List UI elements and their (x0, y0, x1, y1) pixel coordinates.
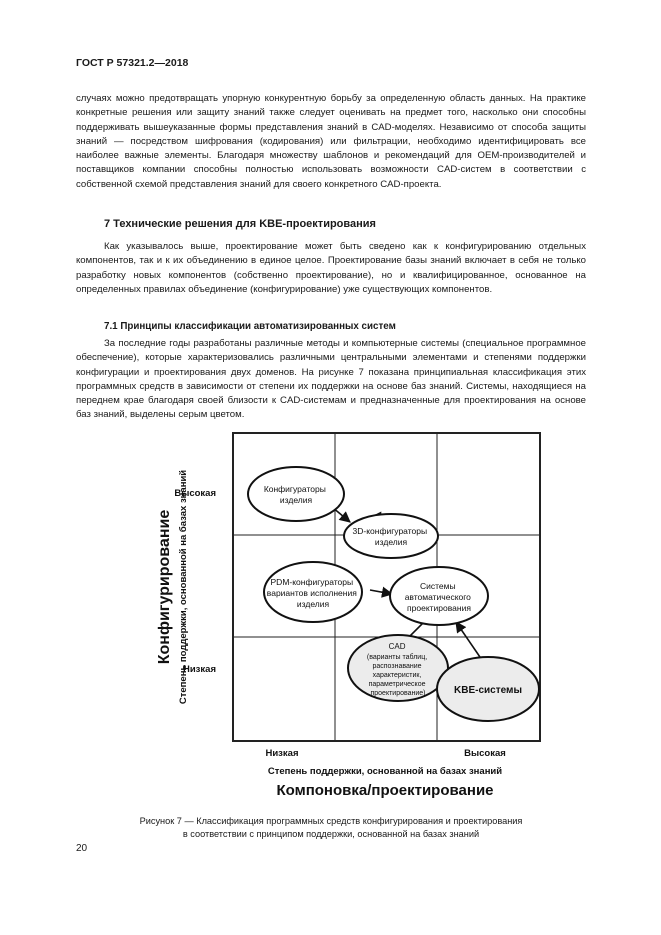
node-label: Конфигураторы (263, 484, 326, 494)
node-label: вариантов исполнения (266, 588, 357, 598)
node-label: изделия (279, 495, 313, 505)
node-label: автоматического (404, 592, 471, 602)
node-label: характеристик, (372, 672, 422, 679)
paragraph-3: За последние годы разработаны различные методы и компьютерные системы (специальное программное обеспечение), которые характеризовались различными центральными элементами и степенями поддержки конфигурации и проектирования двух доменов. На рисунке 7 показана принципиальная классификация этих программных средств в зависимости от степени их поддержки на основе баз знаний. Системы, находящиеся на переднем крае благодаря своей близости к CAD-системам и предназначенные для проектирования на основе баз знаний, выделены серым цветом. (76, 338, 586, 421)
node-label: PDM-конфигураторы (270, 577, 354, 587)
node-label: CAD (388, 642, 406, 651)
page-number: 20 (76, 843, 88, 854)
node-label: изделия (296, 599, 330, 609)
node-label: Системы (420, 581, 456, 591)
section-heading-7: 7 Технические решения для KBE-проектирования (104, 218, 376, 230)
figure-caption-line-2: в соответствии с принципом поддержки, основанной на базах знаний (182, 828, 480, 839)
node-label: 3D-конфигураторы (352, 526, 428, 536)
section-heading-7-1: 7.1 Принципы классификации автоматизированных систем (104, 321, 396, 332)
x-axis-title: Компоновка/проектирование (276, 782, 494, 799)
paragraph-2: Как указывалось выше, проектирование может быть сведено как к конфигурированию отдельных компонентов, так и к их объединению в единое целое. Проектирование базы знаний включает в себя не только разработку новых компонентов (собственно проектирование), но и квалифицированное, основанное на определенных правилах объединение (конфигурирование) уже существующих компонентов. (76, 241, 586, 295)
x-axis-high-label: Высокая (464, 748, 506, 759)
node-label: проектирования (407, 603, 471, 613)
y-axis-subtitle: Степень поддержки, основанной на базах знаний (178, 469, 189, 705)
node-label: проектирование) (370, 690, 426, 697)
node-kbe-systems (437, 657, 539, 721)
x-axis-subtitle: Степень поддержки, основанной на базах знаний (267, 766, 503, 777)
node-label: распознавание (372, 663, 422, 670)
node-label: KBE-системы (454, 685, 522, 696)
svg-text:KBE-системы (454, 685, 522, 696)
y-axis-title: Конфигурирование (156, 509, 173, 665)
node-label: изделия (374, 537, 408, 547)
node-automated-design-systems (390, 567, 488, 625)
x-axis-low-label: Низкая (265, 748, 299, 759)
figure-caption-line-1: Рисунок 7 — Классификация программных средств конфигурирования и проектирования (139, 816, 523, 826)
node-cad (348, 635, 448, 701)
node-3d-configurators (344, 514, 438, 558)
y-axis-high-label: Высокая (174, 488, 216, 499)
y-axis-low-label: Низкая (182, 664, 216, 675)
node-pdm-configurators (264, 562, 362, 622)
standard-header: ГОСТ Р 57321.2—2018 (76, 57, 189, 69)
node-label: (варианты таблиц, (366, 654, 428, 661)
node-label: параметрическое (368, 681, 426, 688)
node-product-configurators (248, 467, 344, 521)
figure-caption (76, 815, 586, 840)
paragraph-1: случаях можно предотвращать упорную конкурентную борьбу за определенную область данных. На практике конкретные решения или защиту знаний также следует оценивать на предмет того, насколько они способны поддерживать вышеуказанные формы представления знаний в CAD-моделях. Независимо от способа защиты знаний — посредством шифрования (кодирования) или фильтрации, необходимо идентифицировать все наиболее важные элементы. Благодаря множеству шаблонов и рекомендаций для OEM-производителей и поставщиков компании способны полностью использовать возможности CAD-систем в соответствии с собственной схемой представления знаний для своего конкретного CAD-проекта. (76, 93, 586, 190)
